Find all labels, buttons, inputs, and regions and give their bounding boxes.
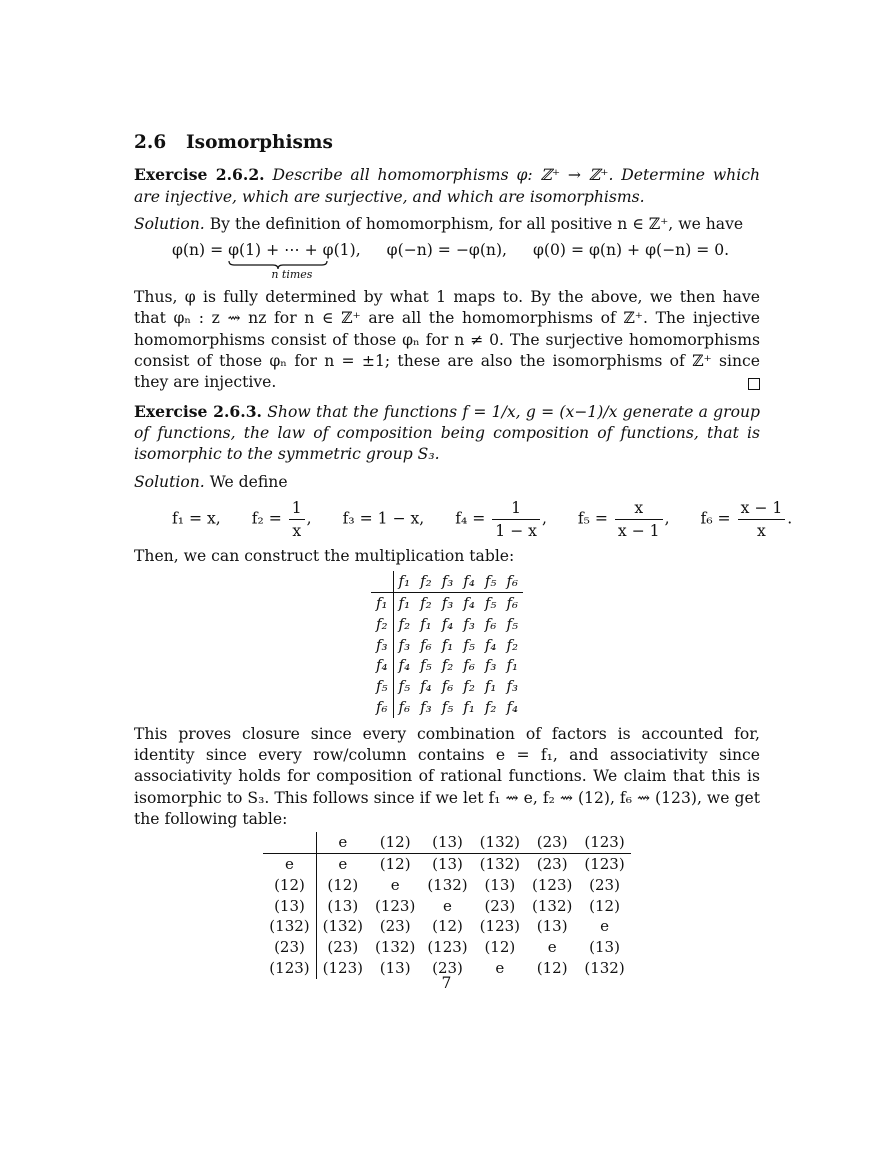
table-row bbox=[371, 697, 523, 718]
table-cell: f₂ bbox=[484, 697, 497, 716]
table-cell: f₆ bbox=[441, 677, 454, 696]
table-cell: (12) bbox=[484, 938, 516, 957]
table-cell: f₂ bbox=[398, 614, 411, 633]
table-corner bbox=[371, 571, 393, 592]
table-cell: f₄ bbox=[506, 697, 519, 716]
table-cell: (123) bbox=[322, 959, 363, 977]
table-intro: Then, we can construct the multiplication table: bbox=[134, 546, 515, 565]
table-cell: (13) bbox=[327, 896, 359, 915]
table-cell: (13) bbox=[432, 855, 463, 874]
table-cell: (132) bbox=[532, 896, 573, 915]
underbrace-label: n times bbox=[271, 268, 313, 282]
column-header: f₆ bbox=[501, 571, 523, 592]
table-cell: f₅ bbox=[506, 614, 519, 633]
table-cell: (13) bbox=[379, 959, 411, 977]
table-cell: (12) bbox=[432, 917, 463, 936]
solution-intro bbox=[134, 472, 760, 493]
table-row bbox=[371, 635, 523, 656]
row-header: (132) bbox=[263, 916, 316, 937]
f3-def: f₃ = 1 − x, bbox=[342, 509, 425, 528]
table-cell: (132) bbox=[584, 959, 625, 977]
table-row bbox=[371, 614, 523, 635]
table-row bbox=[371, 592, 523, 613]
table-cell: f₆ bbox=[420, 635, 432, 654]
table-cell: f₅ bbox=[398, 677, 411, 696]
exercise-2-6-3 bbox=[134, 401, 760, 466]
row-header: (13) bbox=[263, 896, 316, 917]
table-cell: f₁ bbox=[420, 614, 432, 633]
table-cell: e bbox=[443, 896, 452, 915]
table-row bbox=[263, 875, 630, 896]
s3-table bbox=[263, 832, 630, 979]
equation-negation: φ(−n) = −φ(n), bbox=[386, 241, 507, 260]
table-cell: f₃ bbox=[506, 677, 519, 696]
qed-icon bbox=[748, 378, 760, 390]
exercise-label: Exercise 2.6.2. bbox=[134, 165, 265, 185]
table-cell: (23) bbox=[327, 938, 359, 957]
row-header: (12) bbox=[263, 875, 316, 896]
table-row bbox=[371, 676, 523, 697]
table-cell: e bbox=[600, 917, 609, 936]
f2-lhs: f₂ = bbox=[251, 509, 282, 528]
table-row bbox=[263, 896, 630, 917]
table-row bbox=[263, 916, 630, 937]
table-cell: (12) bbox=[589, 896, 620, 915]
row-header: f₂ bbox=[371, 614, 393, 635]
table-cell: f₅ bbox=[441, 697, 454, 716]
column-header: (23) bbox=[526, 832, 578, 853]
table-cell: f₅ bbox=[484, 593, 497, 612]
f4-fraction: $\frac{1}{1 - x}$ bbox=[492, 497, 540, 542]
table-cell: f₃ bbox=[420, 697, 432, 716]
table-cell: f₅ bbox=[463, 635, 475, 654]
table-cell: e bbox=[495, 959, 505, 977]
table-cell: (123) bbox=[532, 875, 573, 894]
table-cell: f₁ bbox=[441, 635, 454, 654]
table-cell: f₄ bbox=[420, 677, 432, 696]
solution-body: Thus, φ is fully determined by what 1 maps to. By the above, we then have that φₙ : z ⇝ nz for n ∈ ℤ⁺ are all the homomorphisms of ℤ⁺. The injective homomorphisms consist of those φₙ for n ≠ 0. The surjective homomorphisms consist of those φₙ for n = ±1; these are also the isomorphisms of ℤ⁺ since they are injective. bbox=[134, 288, 760, 392]
row-header: f₃ bbox=[371, 635, 393, 656]
table-cell: (132) bbox=[374, 938, 416, 957]
column-header: e bbox=[316, 832, 369, 853]
row-header: f₅ bbox=[371, 676, 393, 697]
f5-lhs: f₅ = bbox=[577, 509, 608, 528]
table-cell: f₆ bbox=[506, 593, 519, 612]
table-cell: f₄ bbox=[463, 593, 475, 612]
row-header: e bbox=[263, 854, 316, 875]
table-cell: (132) bbox=[479, 855, 521, 874]
table-cell: (23) bbox=[484, 896, 516, 915]
table-cell: f₄ bbox=[441, 614, 454, 633]
table-cell: f₃ bbox=[441, 593, 454, 612]
equation-comma: , bbox=[355, 241, 361, 260]
table-cell: f₂ bbox=[506, 635, 519, 654]
equation-sum: φ(1) + ⋯ + φ(1) bbox=[228, 241, 356, 260]
column-header: (13) bbox=[421, 832, 473, 853]
solution-label: Solution. bbox=[134, 214, 205, 233]
row-header: f₆ bbox=[371, 697, 393, 718]
table-cell: f₁ bbox=[484, 677, 497, 696]
table-cell: f₆ bbox=[463, 656, 475, 675]
table-cell: (23) bbox=[536, 855, 568, 874]
table-cell: f₃ bbox=[398, 635, 411, 654]
table-cell: (12) bbox=[327, 875, 359, 894]
table-cell: (13) bbox=[484, 875, 516, 894]
solution-text: By the definition of homomorphism, for all positive n ∈ ℤ⁺, we have bbox=[209, 214, 744, 233]
section-title: Isomorphisms bbox=[186, 132, 333, 153]
f4-lhs: f₄ = bbox=[455, 509, 486, 528]
column-header: (132) bbox=[474, 832, 526, 853]
table-cell: f₅ bbox=[420, 656, 432, 675]
table-corner bbox=[263, 832, 316, 853]
solution-label: Solution. bbox=[134, 472, 205, 491]
table-cell: e bbox=[547, 938, 557, 957]
column-header: f₄ bbox=[458, 571, 480, 592]
exercise-label: Exercise 2.6.3. bbox=[134, 401, 262, 421]
table-cell: (123) bbox=[427, 938, 468, 957]
table-cell: (132) bbox=[427, 875, 468, 894]
exercise-2-6-2 bbox=[134, 164, 760, 208]
solution-intro bbox=[134, 214, 760, 235]
column-header: f₂ bbox=[415, 571, 437, 592]
column-header: (12) bbox=[369, 832, 421, 853]
table-cell: f₄ bbox=[398, 656, 411, 675]
table-cell: (12) bbox=[536, 959, 568, 977]
exercise-statement: Show that the functions f = 1/x, g = (x−1)/x generate a group of functions, the law of composition being composition of functions, that is isomorphic to the symmetric group S₃. bbox=[134, 402, 760, 464]
table-cell: f₆ bbox=[398, 697, 411, 716]
f6-fraction: $\frac{x - 1}{x}$ bbox=[738, 497, 786, 542]
f1-def: f₁ = x, bbox=[172, 509, 221, 528]
table-row bbox=[263, 937, 630, 958]
table-cell: (123) bbox=[374, 896, 416, 915]
row-header: f₄ bbox=[371, 655, 393, 676]
column-header: f₃ bbox=[437, 571, 459, 592]
table-cell: f₆ bbox=[484, 614, 497, 633]
table-cell: (12) bbox=[379, 855, 411, 874]
table-cell: (23) bbox=[379, 917, 411, 936]
table-cell: f₃ bbox=[484, 656, 497, 675]
table-cell: (123) bbox=[479, 917, 521, 936]
underbrace-group bbox=[228, 240, 356, 282]
table-cell: (13) bbox=[536, 917, 568, 936]
table-row bbox=[263, 854, 630, 875]
closure-argument: This proves closure since every combination of factors is accounted for, identity since every row/column contains e = f₁, and associativity since associativity holds for composition of rational functions. We claim that this is isomorphic to S₃. This follows since if we let f₁ ⇝ e, f₂ ⇝ (12), f₆ ⇝ (123), we get the following table: bbox=[134, 724, 760, 828]
table-cell: f₃ bbox=[463, 614, 475, 633]
page-number: 7 bbox=[441, 974, 452, 992]
multiplication-table bbox=[371, 571, 523, 718]
table-cell: (23) bbox=[589, 875, 620, 894]
exercise-statement: Describe all homomorphisms φ: ℤ⁺ → ℤ⁺. Determine which are injective, which are surjective, and which are isomorphisms. bbox=[134, 166, 760, 206]
row-header: (23) bbox=[263, 937, 316, 958]
section-number: 2.6 bbox=[134, 132, 167, 153]
section-heading bbox=[134, 132, 760, 153]
document-page bbox=[134, 132, 793, 985]
function-definitions: f₁ = x, f₂ = $\frac{1}{x}$ , f₃ = 1 − x, f₄ = $\frac{1}{1 - x}$ , f₅ = $\frac{x}{x - 1}$ , f₆ = $\frac{x - 1}{x}$ . bbox=[172, 498, 793, 540]
f6-lhs: f₆ = bbox=[700, 509, 731, 528]
table-cell: f₁ bbox=[506, 656, 519, 675]
table-cell: f₄ bbox=[484, 635, 497, 654]
table-header-row bbox=[263, 832, 630, 853]
table-cell: f₂ bbox=[420, 593, 432, 612]
table-cell: f₂ bbox=[441, 656, 454, 675]
column-header: f₅ bbox=[480, 571, 502, 592]
f2-fraction: $\frac{1}{x}$ bbox=[289, 497, 305, 542]
table-cell: (132) bbox=[322, 917, 363, 936]
table-cell: e bbox=[390, 875, 400, 894]
table-cell: (23) bbox=[432, 959, 463, 977]
table-header-row bbox=[371, 571, 523, 592]
table-cell: f₁ bbox=[398, 593, 411, 612]
homomorphism-equation bbox=[172, 240, 760, 282]
f5-fraction: $\frac{x}{x - 1}$ bbox=[615, 497, 663, 542]
table-cell: f₂ bbox=[463, 677, 475, 696]
row-header: f₁ bbox=[371, 592, 393, 613]
table-cell: (13) bbox=[589, 938, 620, 957]
equation-lhs: φ(n) = bbox=[172, 241, 229, 260]
solution-text: We define bbox=[209, 472, 288, 491]
table-row bbox=[371, 655, 523, 676]
table-cell: e bbox=[338, 855, 348, 874]
table-cell: (123) bbox=[584, 855, 625, 874]
equation-zero: φ(0) = φ(n) + φ(−n) = 0. bbox=[532, 241, 730, 260]
row-header: (123) bbox=[263, 958, 316, 979]
column-header: (123) bbox=[578, 832, 630, 853]
column-header: f₁ bbox=[393, 571, 415, 592]
table-cell: f₁ bbox=[463, 697, 475, 716]
